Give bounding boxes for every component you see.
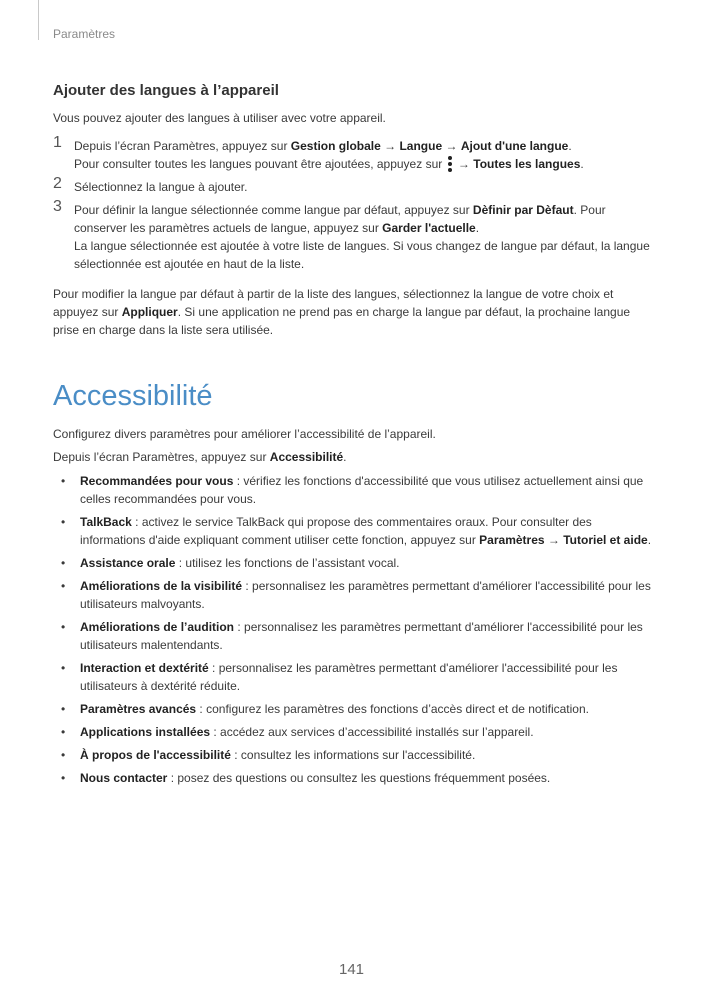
intro-paragraph: Vous pouvez ajouter des langues à utiliser avec votre appareil. [53, 111, 386, 125]
button-definir-defaut: Dèfinir par Dèfaut [472, 203, 574, 217]
accessibility-options-list [53, 472, 653, 787]
bullet: • [61, 725, 66, 739]
list-item: • Paramètres avancés : configurez les paramètres des fonctions d’accès direct et de notification. [61, 702, 589, 716]
bullet: • [61, 556, 66, 570]
step-number: 2 [53, 175, 62, 192]
list-item: • Applications installées : accédez aux services d’accessibilité installés sur l’appareil. [61, 725, 534, 739]
step-number: 1 [53, 134, 62, 151]
subsection-title: Ajouter des langues à l’appareil [53, 82, 279, 99]
bullet: • [61, 515, 66, 529]
menu-gestion-globale: Gestion globale [290, 139, 381, 153]
list-item: • Améliorations de la visibilité : personnalisez les paramètres permettant d'améliorer l'accessibilité pour les utilisateurs malvoyants. [61, 579, 651, 611]
menu-toutes-langues: Toutes les langues [473, 157, 581, 171]
step-3: 3 Pour définir la langue sélectionnée comme langue par défaut, appuyez sur Dèfinir par Dèfaut. Pour conserver les paramètres actuels de langue, appuyez sur Garder l'actuelle. La langue sélectionnée est ajoutée à votre liste de langues. Si vous changez de langue par défaut, la langue sélectionnée est ajoutée en haut de la liste. [53, 201, 653, 273]
page-number: 141 [338, 961, 365, 978]
step-note: La langue sélectionnée est ajoutée à votre liste de langues. Si vous changez de langue par défaut, la langue sélectionnée est ajoutée en haut de la liste. [74, 239, 650, 271]
list-item: • À propos de l'accessibilité : consultez les informations sur l'accessibilité. [61, 748, 476, 762]
button-garder-actuelle: Garder l'actuelle [382, 221, 476, 235]
bullet: • [61, 702, 66, 716]
bullet: • [61, 474, 66, 488]
bullet: • [61, 661, 66, 675]
section-title: Accessibilité [53, 380, 213, 412]
button-appliquer: Appliquer [121, 305, 178, 319]
bullet: • [61, 748, 66, 762]
bullet: • [61, 620, 66, 634]
running-header: Paramètres [53, 27, 116, 41]
modify-paragraph: Pour modifier la langue par défaut à partir de la liste des langues, sélectionnez la langue de votre choix et appuyez sur Appliquer. Si une application ne prend pas en charge la langue par défaut, la prochaine langue prise en charge dans la liste sera utilisée. [53, 287, 631, 337]
list-item: • Nous contacter : posez des questions ou consultez les questions fréquemment posées. [61, 771, 551, 785]
menu-langue: Langue [399, 139, 443, 153]
more-options-icon [448, 156, 453, 172]
list-item: • Assistance orale : utilisez les fonctions de l’assistant vocal. [61, 556, 400, 570]
menu-ajout-langue: Ajout d'une langue [460, 139, 569, 153]
list-item: • TalkBack : activez le service TalkBack qui propose des commentaires oraux. Pour consulter des informations d'aide expliquant comment utiliser cette fonction, appuyez sur Paramètres → Tutoriel et aide. [61, 515, 652, 547]
step-number: 3 [53, 198, 62, 215]
bullet: • [61, 771, 66, 785]
list-item: • Recommandées pour vous : vérifiez les fonctions d'accessibilité que vous utilisez actuellement ainsi que celles recommandées pour vous. [61, 474, 644, 506]
step-1: 1 Depuis l’écran Paramètres, appuyez sur Gestion globale → Langue → Ajout d'une langue. Pour consulter toutes les langues pouvant être ajoutées, appuyez sur → Toutes les langues. [53, 137, 653, 173]
section-paragraph: Depuis l’écran Paramètres, appuyez sur Accessibilité. [53, 450, 347, 464]
list-item: • Interaction et dextérité : personnalisez les paramètres permettant d'améliorer l'accessibilité pour les utilisateurs à dextérité réduite. [61, 661, 618, 693]
menu-accessibilite: Accessibilité [269, 450, 344, 464]
bullet: • [61, 579, 66, 593]
step-2: 2 Sélectionnez la langue à ajouter. [53, 175, 248, 194]
margin-rule [38, 0, 39, 40]
page-content [53, 82, 653, 792]
section-paragraph: Configurez divers paramètres pour améliorer l’accessibilité de l’appareil. [53, 427, 436, 441]
step-note: Pour consulter toutes les langues pouvant être ajoutées, appuyez sur → Toutes les langues. [74, 157, 584, 171]
list-item: • Améliorations de l’audition : personnalisez les paramètres permettant d'améliorer l'accessibilité pour les utilisateurs malentendants. [61, 620, 643, 652]
steps-list [53, 134, 653, 273]
